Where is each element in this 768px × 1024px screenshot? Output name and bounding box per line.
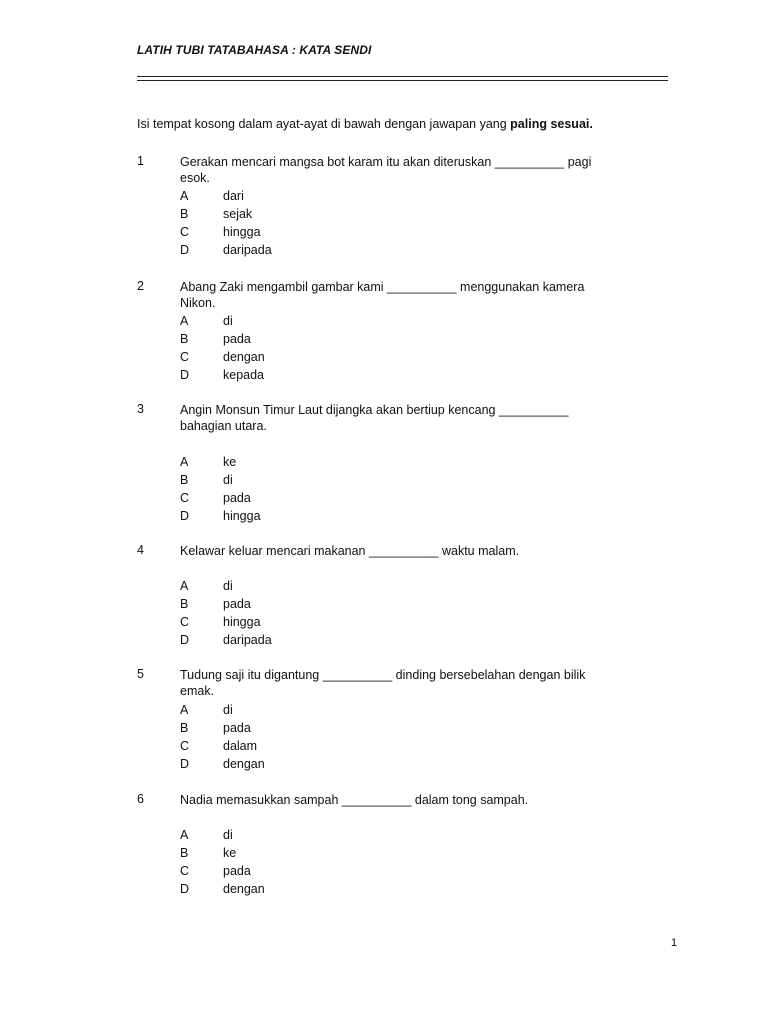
option-letter: D <box>180 368 190 382</box>
option-text: pada <box>223 491 251 505</box>
instruction-emphasis: paling sesuai. <box>510 117 593 131</box>
page-number: 1 <box>671 937 678 949</box>
option-text: daripada <box>223 633 272 647</box>
question-text: Tudung saji itu digantung __________ dinding bersebelahan dengan bilik emak. <box>180 668 586 698</box>
question-number: 3 <box>137 402 144 416</box>
question-number: 5 <box>137 667 144 681</box>
option-letter: D <box>180 882 190 896</box>
option-letter: C <box>180 350 190 364</box>
option-letter: C <box>180 615 190 629</box>
option-text: di <box>223 579 233 593</box>
option-text: di <box>223 703 233 717</box>
question-text: Kelawar keluar mencari makanan __________ waktu malam. <box>180 544 520 558</box>
option-letter: A <box>180 703 189 717</box>
option-text: dengan <box>223 882 265 896</box>
document-title: LATIH TUBI TATABAHASA : KATA SENDI <box>137 43 372 57</box>
option-letter: B <box>180 721 189 735</box>
option-letter: B <box>180 597 189 611</box>
option-letter: C <box>180 225 190 239</box>
option-letter: D <box>180 509 190 523</box>
option-text: dengan <box>223 757 265 771</box>
option-letter: A <box>180 314 189 328</box>
option-text: pada <box>223 332 251 346</box>
option-letter: A <box>180 579 189 593</box>
header-rule-top <box>137 76 668 77</box>
option-letter: C <box>180 864 190 878</box>
instruction-main: Isi tempat kosong dalam ayat-ayat di bawah dengan jawapan yang <box>137 117 511 131</box>
question-number: 6 <box>137 792 144 806</box>
option-text: sejak <box>223 207 253 221</box>
option-letter: C <box>180 739 190 753</box>
question-text: Abang Zaki mengambil gambar kami __________ menggunakan kamera Nikon. <box>180 280 585 310</box>
option-text: di <box>223 473 233 487</box>
question-text: Gerakan mencari mangsa bot karam itu akan diteruskan __________ pagi esok. <box>180 155 592 185</box>
option-text: pada <box>223 721 251 735</box>
option-letter: A <box>180 189 189 203</box>
option-text: ke <box>223 455 237 469</box>
option-text: di <box>223 828 233 842</box>
option-letter: A <box>180 455 189 469</box>
question-number: 1 <box>137 154 144 168</box>
option-text: hingga <box>223 615 261 629</box>
question-number: 2 <box>137 279 144 293</box>
question-text: Angin Monsun Timur Laut dijangka akan bertiup kencang __________ bahagian utara. <box>180 403 569 433</box>
instruction-text <box>137 117 593 131</box>
option-text: dengan <box>223 350 265 364</box>
header-rule-bottom <box>137 80 668 81</box>
option-letter: B <box>180 846 189 860</box>
option-text: kepada <box>223 368 265 382</box>
option-text: ke <box>223 846 237 860</box>
option-text: dari <box>223 189 244 203</box>
option-text: hingga <box>223 225 261 239</box>
option-letter: B <box>180 332 189 346</box>
option-text: pada <box>223 864 251 878</box>
option-letter: C <box>180 491 190 505</box>
option-text: hingga <box>223 509 261 523</box>
option-letter: D <box>180 757 190 771</box>
option-letter: D <box>180 633 190 647</box>
question-text: Nadia memasukkan sampah __________ dalam tong sampah. <box>180 793 529 807</box>
option-text: dalam <box>223 739 258 753</box>
option-letter: D <box>180 243 190 257</box>
option-text: daripada <box>223 243 272 257</box>
option-text: pada <box>223 597 251 611</box>
option-letter: B <box>180 473 189 487</box>
question-number: 4 <box>137 543 144 557</box>
option-letter: A <box>180 828 189 842</box>
option-letter: B <box>180 207 189 221</box>
option-text: di <box>223 314 233 328</box>
